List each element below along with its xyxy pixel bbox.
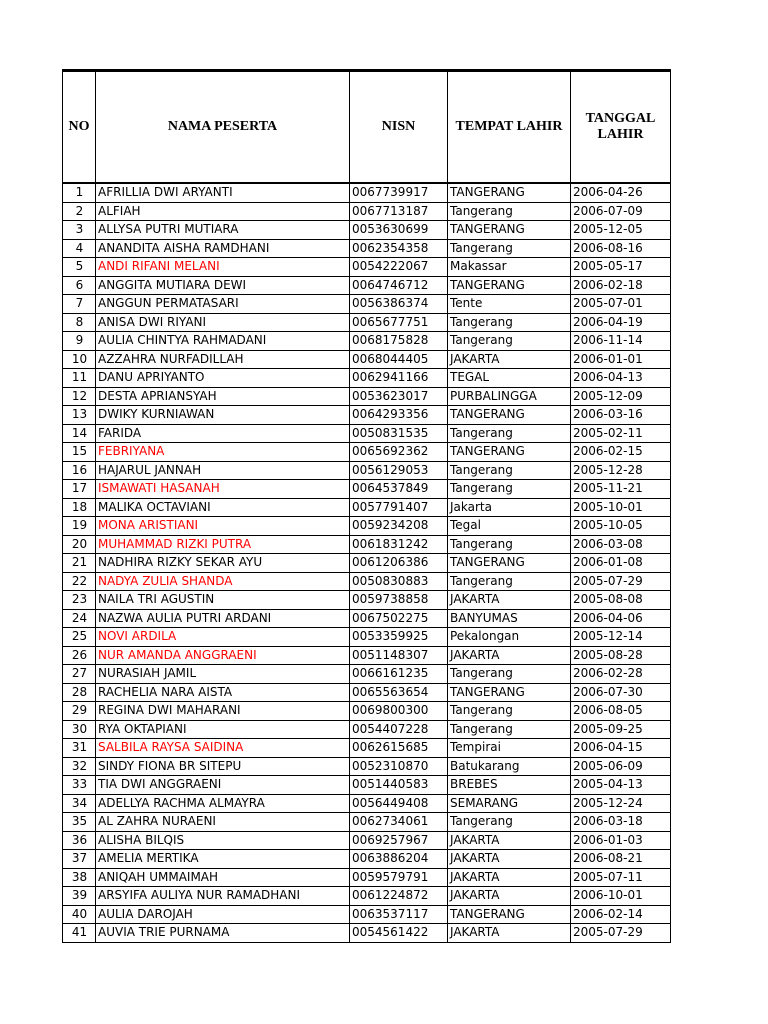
cell-tanggal-lahir: 2005-07-29: [571, 572, 671, 591]
cell-nama-peserta: ANDI RIFANI MELANI: [96, 258, 350, 277]
cell-no: 6: [63, 276, 96, 295]
cell-tanggal-lahir: 2005-07-11: [571, 868, 671, 887]
cell-tanggal-lahir: 2006-08-05: [571, 702, 671, 721]
table-row: [63, 905, 671, 924]
cell-tanggal-lahir: 2005-12-28: [571, 461, 671, 480]
table-row: [63, 332, 671, 351]
table-row: [63, 850, 671, 869]
cell-nama-peserta: REGINA DWI MAHARANI: [96, 702, 350, 721]
cell-nisn: 0061224872: [350, 887, 448, 906]
cell-tanggal-lahir: 2005-08-08: [571, 591, 671, 610]
cell-tanggal-lahir: 2005-12-14: [571, 628, 671, 647]
table-row: [63, 757, 671, 776]
table-row: [63, 739, 671, 758]
table-row: [63, 295, 671, 314]
cell-nisn: 0067739917: [350, 183, 448, 202]
header-nisn: NISN: [350, 71, 448, 184]
cell-tanggal-lahir: 2005-10-01: [571, 498, 671, 517]
cell-tempat-lahir: JAKARTA: [448, 350, 571, 369]
table-row: [63, 887, 671, 906]
cell-nisn: 0062615685: [350, 739, 448, 758]
cell-tanggal-lahir: 2005-04-13: [571, 776, 671, 795]
cell-nisn: 0068175828: [350, 332, 448, 351]
cell-no: 37: [63, 850, 96, 869]
cell-tempat-lahir: SEMARANG: [448, 794, 571, 813]
cell-tanggal-lahir: 2005-12-24: [571, 794, 671, 813]
cell-tanggal-lahir: 2006-08-16: [571, 239, 671, 258]
cell-no: 2: [63, 202, 96, 221]
cell-nama-peserta: FARIDA: [96, 424, 350, 443]
cell-nisn: 0059738858: [350, 591, 448, 610]
cell-tanggal-lahir: 2006-10-01: [571, 887, 671, 906]
cell-no: 13: [63, 406, 96, 425]
cell-nisn: 0069257967: [350, 831, 448, 850]
cell-no: 40: [63, 905, 96, 924]
cell-no: 15: [63, 443, 96, 462]
cell-nama-peserta: FEBRIYANA: [96, 443, 350, 462]
cell-tanggal-lahir: 2005-06-09: [571, 757, 671, 776]
cell-tanggal-lahir: 2006-04-26: [571, 183, 671, 202]
cell-tempat-lahir: Tegal: [448, 517, 571, 536]
cell-tempat-lahir: PURBALINGGA: [448, 387, 571, 406]
cell-nisn: 0064746712: [350, 276, 448, 295]
cell-nisn: 0050831535: [350, 424, 448, 443]
cell-tanggal-lahir: 2006-04-19: [571, 313, 671, 332]
cell-tempat-lahir: Tangerang: [448, 665, 571, 684]
cell-nama-peserta: NADHIRA RIZKY SEKAR AYU: [96, 554, 350, 573]
cell-nama-peserta: DWIKY KURNIAWAN: [96, 406, 350, 425]
cell-nisn: 0065677751: [350, 313, 448, 332]
cell-no: 7: [63, 295, 96, 314]
cell-no: 10: [63, 350, 96, 369]
cell-tanggal-lahir: 2006-02-18: [571, 276, 671, 295]
cell-no: 32: [63, 757, 96, 776]
cell-nama-peserta: NADYA ZULIA SHANDA: [96, 572, 350, 591]
cell-no: 26: [63, 646, 96, 665]
cell-nisn: 0061206386: [350, 554, 448, 573]
cell-nisn: 0053359925: [350, 628, 448, 647]
cell-no: 31: [63, 739, 96, 758]
table-row: [63, 221, 671, 240]
cell-nisn: 0067713187: [350, 202, 448, 221]
cell-tempat-lahir: Tangerang: [448, 461, 571, 480]
table-row: [63, 406, 671, 425]
cell-nisn: 0056386374: [350, 295, 448, 314]
cell-nama-peserta: RACHELIA NARA AISTA: [96, 683, 350, 702]
cell-tempat-lahir: TANGERANG: [448, 276, 571, 295]
table-row: [63, 628, 671, 647]
cell-tempat-lahir: Tangerang: [448, 535, 571, 554]
table-row: [63, 831, 671, 850]
cell-tempat-lahir: Tente: [448, 295, 571, 314]
cell-nisn: 0068044405: [350, 350, 448, 369]
cell-nama-peserta: RYA OKTAPIANI: [96, 720, 350, 739]
cell-nama-peserta: ALFIAH: [96, 202, 350, 221]
cell-tanggal-lahir: 2006-07-30: [571, 683, 671, 702]
cell-no: 33: [63, 776, 96, 795]
cell-nisn: 0062941166: [350, 369, 448, 388]
cell-tanggal-lahir: 2006-02-14: [571, 905, 671, 924]
table-row: [63, 665, 671, 684]
cell-nama-peserta: NUR AMANDA ANGGRAENI: [96, 646, 350, 665]
cell-nisn: 0054407228: [350, 720, 448, 739]
cell-nama-peserta: DESTA APRIANSYAH: [96, 387, 350, 406]
cell-tempat-lahir: TANGERANG: [448, 406, 571, 425]
cell-tempat-lahir: Tangerang: [448, 480, 571, 499]
table-body: [63, 183, 671, 942]
cell-tanggal-lahir: 2005-11-21: [571, 480, 671, 499]
cell-nisn: 0065563654: [350, 683, 448, 702]
cell-nama-peserta: ANANDITA AISHA RAMDHANI: [96, 239, 350, 258]
cell-tanggal-lahir: 2005-02-11: [571, 424, 671, 443]
cell-tempat-lahir: BANYUMAS: [448, 609, 571, 628]
cell-nama-peserta: AULIA CHINTYA RAHMADANI: [96, 332, 350, 351]
cell-tempat-lahir: JAKARTA: [448, 868, 571, 887]
cell-no: 17: [63, 480, 96, 499]
cell-nisn: 0064537849: [350, 480, 448, 499]
cell-nisn: 0064293356: [350, 406, 448, 425]
cell-nama-peserta: NOVI ARDILA: [96, 628, 350, 647]
cell-tanggal-lahir: 2005-07-29: [571, 924, 671, 943]
cell-no: 18: [63, 498, 96, 517]
cell-tanggal-lahir: 2006-03-16: [571, 406, 671, 425]
cell-tempat-lahir: TANGERANG: [448, 183, 571, 202]
cell-no: 27: [63, 665, 96, 684]
table-row: [63, 276, 671, 295]
cell-tempat-lahir: Tangerang: [448, 313, 571, 332]
table-row: [63, 313, 671, 332]
cell-tempat-lahir: Tangerang: [448, 702, 571, 721]
table-row: [63, 424, 671, 443]
cell-nisn: 0063537117: [350, 905, 448, 924]
cell-nama-peserta: MALIKA OCTAVIANI: [96, 498, 350, 517]
table-row: [63, 183, 671, 202]
table-row: [63, 646, 671, 665]
cell-nisn: 0065692362: [350, 443, 448, 462]
cell-nama-peserta: AMELIA MERTIKA: [96, 850, 350, 869]
cell-tempat-lahir: JAKARTA: [448, 591, 571, 610]
cell-nama-peserta: DANU APRIYANTO: [96, 369, 350, 388]
cell-nisn: 0052310870: [350, 757, 448, 776]
cell-tempat-lahir: Jakarta: [448, 498, 571, 517]
cell-tanggal-lahir: 2005-08-28: [571, 646, 671, 665]
table-row: [63, 813, 671, 832]
table-row: [63, 535, 671, 554]
cell-nisn: 0051148307: [350, 646, 448, 665]
cell-no: 25: [63, 628, 96, 647]
table-row: [63, 443, 671, 462]
cell-tempat-lahir: Tangerang: [448, 202, 571, 221]
table-row: [63, 720, 671, 739]
cell-nama-peserta: ARSYIFA AULIYA NUR RAMADHANI: [96, 887, 350, 906]
cell-tempat-lahir: TANGERANG: [448, 221, 571, 240]
cell-nisn: 0056129053: [350, 461, 448, 480]
cell-no: 12: [63, 387, 96, 406]
cell-tanggal-lahir: 2006-11-14: [571, 332, 671, 351]
cell-tempat-lahir: JAKARTA: [448, 924, 571, 943]
cell-tempat-lahir: Batukarang: [448, 757, 571, 776]
cell-tempat-lahir: TANGERANG: [448, 905, 571, 924]
cell-tempat-lahir: TANGERANG: [448, 443, 571, 462]
cell-nama-peserta: AFRILLIA DWI ARYANTI: [96, 183, 350, 202]
cell-no: 22: [63, 572, 96, 591]
cell-tempat-lahir: Pekalongan: [448, 628, 571, 647]
cell-nama-peserta: ANISA DWI RIYANI: [96, 313, 350, 332]
cell-no: 3: [63, 221, 96, 240]
cell-nisn: 0059234208: [350, 517, 448, 536]
cell-nisn: 0054561422: [350, 924, 448, 943]
cell-nama-peserta: SINDY FIONA BR SITEPU: [96, 757, 350, 776]
cell-nisn: 0053630699: [350, 221, 448, 240]
cell-tempat-lahir: TANGERANG: [448, 554, 571, 573]
cell-tanggal-lahir: 2006-04-15: [571, 739, 671, 758]
cell-no: 8: [63, 313, 96, 332]
table-row: [63, 924, 671, 943]
cell-tempat-lahir: Tangerang: [448, 813, 571, 832]
cell-nama-peserta: ALISHA BILQIS: [96, 831, 350, 850]
cell-nisn: 0054222067: [350, 258, 448, 277]
cell-tanggal-lahir: 2005-10-05: [571, 517, 671, 536]
table-row: [63, 258, 671, 277]
cell-nama-peserta: SALBILA RAYSA SAIDINA: [96, 739, 350, 758]
cell-tempat-lahir: BREBES: [448, 776, 571, 795]
cell-no: 24: [63, 609, 96, 628]
cell-nisn: 0069800300: [350, 702, 448, 721]
cell-nama-peserta: AL ZAHRA NURAENI: [96, 813, 350, 832]
cell-no: 41: [63, 924, 96, 943]
cell-tempat-lahir: Tangerang: [448, 239, 571, 258]
cell-tempat-lahir: JAKARTA: [448, 831, 571, 850]
cell-nama-peserta: AUVIA TRIE PURNAMA: [96, 924, 350, 943]
header-nama-peserta: NAMA PESERTA: [96, 71, 350, 184]
cell-nama-peserta: ANGGUN PERMATASARI: [96, 295, 350, 314]
cell-no: 28: [63, 683, 96, 702]
cell-tempat-lahir: Tangerang: [448, 720, 571, 739]
cell-nisn: 0062354358: [350, 239, 448, 258]
cell-nama-peserta: NAZWA AULIA PUTRI ARDANI: [96, 609, 350, 628]
cell-no: 34: [63, 794, 96, 813]
cell-nama-peserta: ANIQAH UMMAIMAH: [96, 868, 350, 887]
cell-no: 16: [63, 461, 96, 480]
cell-nama-peserta: ALLYSA PUTRI MUTIARA: [96, 221, 350, 240]
header-tanggal-lahir: TANGGAL LAHIR: [571, 71, 671, 184]
cell-nama-peserta: TIA DWI ANGGRAENI: [96, 776, 350, 795]
header-no: NO: [63, 71, 96, 184]
cell-no: 35: [63, 813, 96, 832]
table-row: [63, 461, 671, 480]
cell-no: 36: [63, 831, 96, 850]
cell-tempat-lahir: TANGERANG: [448, 683, 571, 702]
table-row: [63, 239, 671, 258]
cell-no: 39: [63, 887, 96, 906]
cell-no: 30: [63, 720, 96, 739]
table-row: [63, 572, 671, 591]
cell-tanggal-lahir: 2005-05-17: [571, 258, 671, 277]
cell-tanggal-lahir: 2006-08-21: [571, 850, 671, 869]
cell-tempat-lahir: JAKARTA: [448, 850, 571, 869]
cell-tanggal-lahir: 2005-07-01: [571, 295, 671, 314]
cell-nama-peserta: AULIA DAROJAH: [96, 905, 350, 924]
cell-tempat-lahir: JAKARTA: [448, 887, 571, 906]
cell-tempat-lahir: Tangerang: [448, 424, 571, 443]
table-row: [63, 683, 671, 702]
table-row: [63, 609, 671, 628]
cell-nisn: 0053623017: [350, 387, 448, 406]
cell-nama-peserta: NURASIAH JAMIL: [96, 665, 350, 684]
cell-nisn: 0062734061: [350, 813, 448, 832]
cell-tanggal-lahir: 2006-04-13: [571, 369, 671, 388]
cell-nama-peserta: HAJARUL JANNAH: [96, 461, 350, 480]
cell-tanggal-lahir: 2006-02-28: [571, 665, 671, 684]
cell-no: 5: [63, 258, 96, 277]
table-row: [63, 868, 671, 887]
cell-no: 11: [63, 369, 96, 388]
table-row: [63, 498, 671, 517]
cell-tanggal-lahir: 2005-12-05: [571, 221, 671, 240]
student-table: [62, 69, 671, 943]
header-tempat-lahir: TEMPAT LAHIR: [448, 71, 571, 184]
cell-tempat-lahir: Tangerang: [448, 572, 571, 591]
cell-nama-peserta: AZZAHRA NURFADILLAH: [96, 350, 350, 369]
cell-nisn: 0063886204: [350, 850, 448, 869]
cell-tanggal-lahir: 2005-09-25: [571, 720, 671, 739]
table-row: [63, 517, 671, 536]
cell-nama-peserta: MUHAMMAD RIZKI PUTRA: [96, 535, 350, 554]
table-row: [63, 591, 671, 610]
cell-tanggal-lahir: 2006-01-08: [571, 554, 671, 573]
table-row: [63, 702, 671, 721]
cell-tanggal-lahir: 2006-02-15: [571, 443, 671, 462]
table-row: [63, 202, 671, 221]
cell-no: 20: [63, 535, 96, 554]
cell-tanggal-lahir: 2006-04-06: [571, 609, 671, 628]
cell-no: 4: [63, 239, 96, 258]
cell-no: 1: [63, 183, 96, 202]
cell-nama-peserta: ISMAWATI HASANAH: [96, 480, 350, 499]
cell-tanggal-lahir: 2006-01-01: [571, 350, 671, 369]
cell-nama-peserta: ADELLYA RACHMA ALMAYRA: [96, 794, 350, 813]
cell-tanggal-lahir: 2006-07-09: [571, 202, 671, 221]
cell-nama-peserta: ANGGITA MUTIARA DEWI: [96, 276, 350, 295]
table-row: [63, 350, 671, 369]
table-row: [63, 387, 671, 406]
cell-tanggal-lahir: 2006-03-08: [571, 535, 671, 554]
header-row: [63, 71, 671, 184]
cell-no: 29: [63, 702, 96, 721]
cell-nama-peserta: MONA ARISTIANI: [96, 517, 350, 536]
cell-no: 14: [63, 424, 96, 443]
cell-nisn: 0067502275: [350, 609, 448, 628]
cell-no: 21: [63, 554, 96, 573]
cell-nisn: 0057791407: [350, 498, 448, 517]
cell-nisn: 0050830883: [350, 572, 448, 591]
cell-nisn: 0056449408: [350, 794, 448, 813]
table-row: [63, 369, 671, 388]
cell-no: 38: [63, 868, 96, 887]
cell-nisn: 0066161235: [350, 665, 448, 684]
table-row: [63, 554, 671, 573]
cell-no: 19: [63, 517, 96, 536]
table-row: [63, 794, 671, 813]
cell-tempat-lahir: JAKARTA: [448, 646, 571, 665]
cell-tempat-lahir: Tangerang: [448, 332, 571, 351]
cell-nisn: 0061831242: [350, 535, 448, 554]
cell-no: 9: [63, 332, 96, 351]
cell-nisn: 0051440583: [350, 776, 448, 795]
cell-nisn: 0059579791: [350, 868, 448, 887]
cell-tanggal-lahir: 2006-01-03: [571, 831, 671, 850]
cell-nama-peserta: NAILA TRI AGUSTIN: [96, 591, 350, 610]
cell-tempat-lahir: TEGAL: [448, 369, 571, 388]
cell-tanggal-lahir: 2005-12-09: [571, 387, 671, 406]
cell-no: 23: [63, 591, 96, 610]
cell-tempat-lahir: Tempirai: [448, 739, 571, 758]
table-row: [63, 776, 671, 795]
table-row: [63, 480, 671, 499]
cell-tanggal-lahir: 2006-03-18: [571, 813, 671, 832]
cell-tempat-lahir: Makassar: [448, 258, 571, 277]
